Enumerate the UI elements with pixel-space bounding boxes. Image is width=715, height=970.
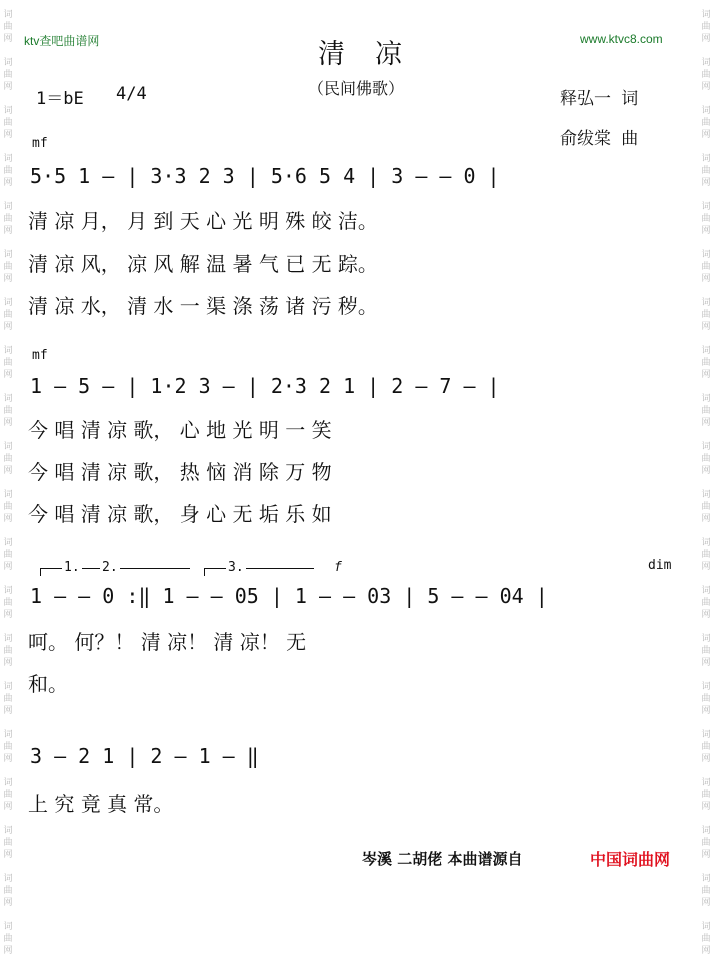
watermark-glyph: 曲 (3, 694, 13, 704)
volta-bracket-1-hook (40, 568, 41, 576)
watermark-glyph: 网 (3, 898, 13, 908)
dynamic-mf-2: mf (32, 348, 48, 363)
watermark-glyph: 网 (701, 610, 711, 620)
volta-label-1: 1. (64, 560, 80, 575)
watermark-glyph: 网 (3, 34, 13, 44)
watermark-gap (700, 190, 712, 201)
left-watermark-column (2, 10, 14, 970)
watermark-glyph: 曲 (3, 166, 13, 176)
watermark-glyph: 词 (701, 154, 711, 164)
composer-credit: 俞绂棠 曲 (560, 129, 639, 149)
watermark-glyph: 网 (701, 322, 711, 332)
watermark-glyph: 词 (3, 490, 13, 500)
watermark-glyph: 曲 (701, 742, 711, 752)
lyric-line-1-2: 清 凉 风， 凉 风 解 温 暑 气 已 无 踪。 (28, 252, 378, 276)
watermark-glyph: 网 (701, 898, 711, 908)
watermark-glyph: 曲 (3, 646, 13, 656)
watermark-glyph: 词 (701, 730, 711, 740)
watermark-glyph: 曲 (3, 838, 13, 848)
lyric-line-3-2: 和。 (28, 672, 68, 696)
watermark-gap (700, 478, 712, 489)
notation-line-2: 1 — 5 — | 1·2 3 — | 2·3 2 1 | 2 — 7 — | (30, 374, 500, 398)
watermark-gap (2, 574, 14, 585)
watermark-glyph: 词 (3, 778, 13, 788)
watermark-gap (700, 622, 712, 633)
watermark-glyph: 网 (701, 82, 711, 92)
watermark-glyph: 曲 (701, 406, 711, 416)
watermark-glyph: 词 (701, 346, 711, 356)
watermark-glyph: 网 (3, 226, 13, 236)
watermark-glyph: 曲 (3, 214, 13, 224)
time-signature: 4/4 (116, 84, 147, 104)
dynamic-mf-1: mf (32, 136, 48, 151)
watermark-gap (2, 142, 14, 153)
watermark-glyph: 词 (701, 490, 711, 500)
watermark-glyph: 词 (701, 250, 711, 260)
watermark-glyph: 网 (701, 562, 711, 572)
watermark-gap (2, 334, 14, 345)
watermark-glyph: 词 (701, 106, 711, 116)
watermark-glyph: 曲 (3, 790, 13, 800)
watermark-glyph: 词 (3, 58, 13, 68)
watermark-glyph: 网 (701, 802, 711, 812)
watermark-glyph: 网 (3, 274, 13, 284)
lyricist-credit: 释弘一 词 (560, 89, 639, 109)
watermark-glyph: 网 (3, 418, 13, 428)
watermark-gap (2, 910, 14, 921)
lyric-line-3-1: 呵。 何？！ 清 凉！ 清 凉！ 无 (28, 630, 307, 654)
watermark-glyph: 词 (3, 730, 13, 740)
watermark-gap (2, 814, 14, 825)
watermark-glyph: 曲 (3, 358, 13, 368)
watermark-glyph: 词 (3, 154, 13, 164)
watermark-glyph: 曲 (701, 934, 711, 944)
watermark-glyph: 网 (3, 322, 13, 332)
watermark-glyph: 网 (701, 850, 711, 860)
score-title: 清凉 (318, 39, 432, 70)
watermark-glyph: 词 (701, 538, 711, 548)
watermark-glyph: 网 (701, 226, 711, 236)
right-site-label: www.ktvc8.com (580, 32, 663, 46)
watermark-glyph: 曲 (3, 742, 13, 752)
watermark-glyph: 网 (3, 370, 13, 380)
watermark-glyph: 网 (3, 658, 13, 668)
notation-line-4: 3 — 2 1 | 2 — 1 — ‖ (30, 744, 259, 768)
watermark-glyph: 曲 (3, 550, 13, 560)
watermark-gap (2, 382, 14, 393)
watermark-glyph: 曲 (701, 646, 711, 656)
watermark-gap (700, 238, 712, 249)
watermark-glyph: 网 (3, 466, 13, 476)
watermark-glyph: 曲 (701, 838, 711, 848)
watermark-glyph: 网 (701, 418, 711, 428)
watermark-gap (700, 334, 712, 345)
dynamic-dim: dim (648, 558, 672, 573)
watermark-glyph: 曲 (701, 262, 711, 272)
watermark-gap (700, 430, 712, 441)
watermark-glyph: 词 (701, 826, 711, 836)
watermark-glyph: 词 (3, 922, 13, 932)
watermark-glyph: 曲 (701, 22, 711, 32)
watermark-glyph: 曲 (3, 934, 13, 944)
watermark-glyph: 曲 (3, 70, 13, 80)
watermark-gap (700, 766, 712, 777)
watermark-glyph: 网 (701, 178, 711, 188)
watermark-glyph: 网 (3, 178, 13, 188)
watermark-gap (700, 718, 712, 729)
watermark-glyph: 词 (701, 634, 711, 644)
watermark-gap (2, 670, 14, 681)
watermark-glyph: 词 (3, 10, 13, 20)
watermark-glyph: 词 (701, 58, 711, 68)
watermark-gap (2, 766, 14, 777)
watermark-glyph: 曲 (701, 310, 711, 320)
footer-credit: 岑溪 二胡佬 本曲谱源自 (362, 850, 523, 868)
watermark-glyph: 词 (3, 634, 13, 644)
watermark-glyph: 词 (3, 394, 13, 404)
watermark-gap (700, 382, 712, 393)
watermark-glyph: 曲 (3, 22, 13, 32)
watermark-glyph: 曲 (701, 118, 711, 128)
watermark-glyph: 网 (3, 754, 13, 764)
watermark-glyph: 词 (701, 298, 711, 308)
watermark-gap (700, 94, 712, 105)
watermark-glyph: 词 (3, 298, 13, 308)
watermark-glyph: 词 (701, 202, 711, 212)
watermark-glyph: 词 (701, 682, 711, 692)
watermark-glyph: 网 (3, 946, 13, 956)
footer-brand: 中国词曲网 (590, 850, 671, 869)
watermark-glyph: 网 (701, 946, 711, 956)
watermark-glyph: 词 (701, 442, 711, 452)
watermark-glyph: 词 (3, 682, 13, 692)
watermark-glyph: 网 (701, 466, 711, 476)
score-subtitle: （民间佛歌） (308, 79, 405, 98)
watermark-gap (2, 46, 14, 57)
watermark-gap (700, 286, 712, 297)
watermark-gap (2, 430, 14, 441)
lyric-line-4: 上 究 竟 真 常。 (28, 792, 174, 816)
watermark-glyph: 网 (701, 706, 711, 716)
watermark-glyph: 词 (3, 250, 13, 260)
watermark-glyph: 词 (701, 874, 711, 884)
watermark-glyph: 网 (3, 562, 13, 572)
watermark-glyph: 词 (701, 922, 711, 932)
watermark-gap (700, 526, 712, 537)
watermark-glyph: 曲 (3, 310, 13, 320)
left-site-label: ktv查吧曲谱网 (24, 34, 100, 48)
watermark-glyph: 曲 (701, 502, 711, 512)
watermark-gap (700, 46, 712, 57)
watermark-glyph: 网 (3, 130, 13, 140)
volta-label-2: 2. (102, 560, 118, 575)
watermark-glyph: 曲 (701, 70, 711, 80)
watermark-gap (700, 862, 712, 873)
watermark-glyph: 曲 (701, 598, 711, 608)
watermark-glyph: 曲 (701, 886, 711, 896)
watermark-gap (2, 526, 14, 537)
watermark-glyph: 曲 (3, 406, 13, 416)
watermark-glyph: 曲 (701, 550, 711, 560)
watermark-glyph: 曲 (3, 886, 13, 896)
volta-label-3: 3. (228, 560, 244, 575)
watermark-glyph: 词 (3, 346, 13, 356)
watermark-gap (2, 718, 14, 729)
watermark-glyph: 曲 (701, 454, 711, 464)
volta-bracket-3-hook (204, 568, 205, 576)
watermark-gap (2, 958, 14, 969)
watermark-glyph: 词 (701, 394, 711, 404)
watermark-gap (2, 94, 14, 105)
watermark-gap (700, 142, 712, 153)
volta-bracket-3 (204, 568, 314, 569)
lyric-line-2-1: 今 唱 清 凉 歌， 心 地 光 明 一 笑 (28, 418, 332, 442)
key-signature: 1＝bE (36, 89, 84, 109)
watermark-glyph: 词 (3, 442, 13, 452)
right-watermark-column (700, 10, 712, 970)
watermark-glyph: 网 (3, 850, 13, 860)
watermark-glyph: 曲 (3, 118, 13, 128)
watermark-gap (700, 814, 712, 825)
watermark-glyph: 网 (701, 370, 711, 380)
watermark-glyph: 网 (701, 754, 711, 764)
watermark-gap (2, 478, 14, 489)
watermark-glyph: 词 (701, 778, 711, 788)
notation-line-1: 5·5 1 — | 3·3 2 3 | 5·6 5 4 | 3 — — 0 | (30, 164, 500, 188)
watermark-gap (700, 910, 712, 921)
watermark-glyph: 网 (3, 706, 13, 716)
watermark-glyph: 网 (701, 274, 711, 284)
notation-line-3: 1 — — 0 :‖ 1 — — 05 | 1 — — 03 | 5 — — 04 | (30, 584, 548, 608)
watermark-glyph: 词 (701, 586, 711, 596)
watermark-gap (2, 862, 14, 873)
watermark-glyph: 网 (701, 514, 711, 524)
watermark-glyph: 网 (701, 34, 711, 44)
watermark-glyph: 曲 (701, 790, 711, 800)
watermark-glyph: 网 (3, 610, 13, 620)
watermark-glyph: 词 (3, 826, 13, 836)
watermark-glyph: 词 (701, 10, 711, 20)
watermark-glyph: 曲 (701, 166, 711, 176)
watermark-gap (700, 574, 712, 585)
lyric-line-2-3: 今 唱 清 凉 歌， 身 心 无 垢 乐 如 (28, 502, 332, 526)
watermark-glyph: 网 (3, 82, 13, 92)
lyric-line-1-3: 清 凉 水， 清 水 一 渠 涤 荡 诸 污 秽。 (28, 294, 378, 318)
watermark-glyph: 词 (3, 538, 13, 548)
watermark-glyph: 词 (3, 106, 13, 116)
dynamic-f: f (334, 560, 342, 575)
watermark-glyph: 词 (3, 874, 13, 884)
watermark-gap (2, 286, 14, 297)
lyric-line-1-1: 清 凉 月， 月 到 天 心 光 明 殊 皎 洁。 (28, 209, 378, 233)
watermark-gap (2, 238, 14, 249)
watermark-glyph: 曲 (701, 358, 711, 368)
lyric-line-2-2: 今 唱 清 凉 歌， 热 恼 消 除 万 物 (28, 460, 332, 484)
watermark-glyph: 网 (3, 802, 13, 812)
watermark-glyph: 词 (3, 202, 13, 212)
watermark-glyph: 曲 (701, 694, 711, 704)
watermark-gap (700, 958, 712, 969)
watermark-glyph: 网 (701, 658, 711, 668)
watermark-gap (2, 622, 14, 633)
watermark-gap (2, 190, 14, 201)
watermark-glyph: 曲 (3, 454, 13, 464)
watermark-glyph: 网 (701, 130, 711, 140)
watermark-glyph: 曲 (3, 598, 13, 608)
watermark-gap (700, 670, 712, 681)
watermark-glyph: 曲 (701, 214, 711, 224)
watermark-glyph: 曲 (3, 262, 13, 272)
watermark-glyph: 词 (3, 586, 13, 596)
watermark-glyph: 网 (3, 514, 13, 524)
watermark-glyph: 曲 (3, 502, 13, 512)
